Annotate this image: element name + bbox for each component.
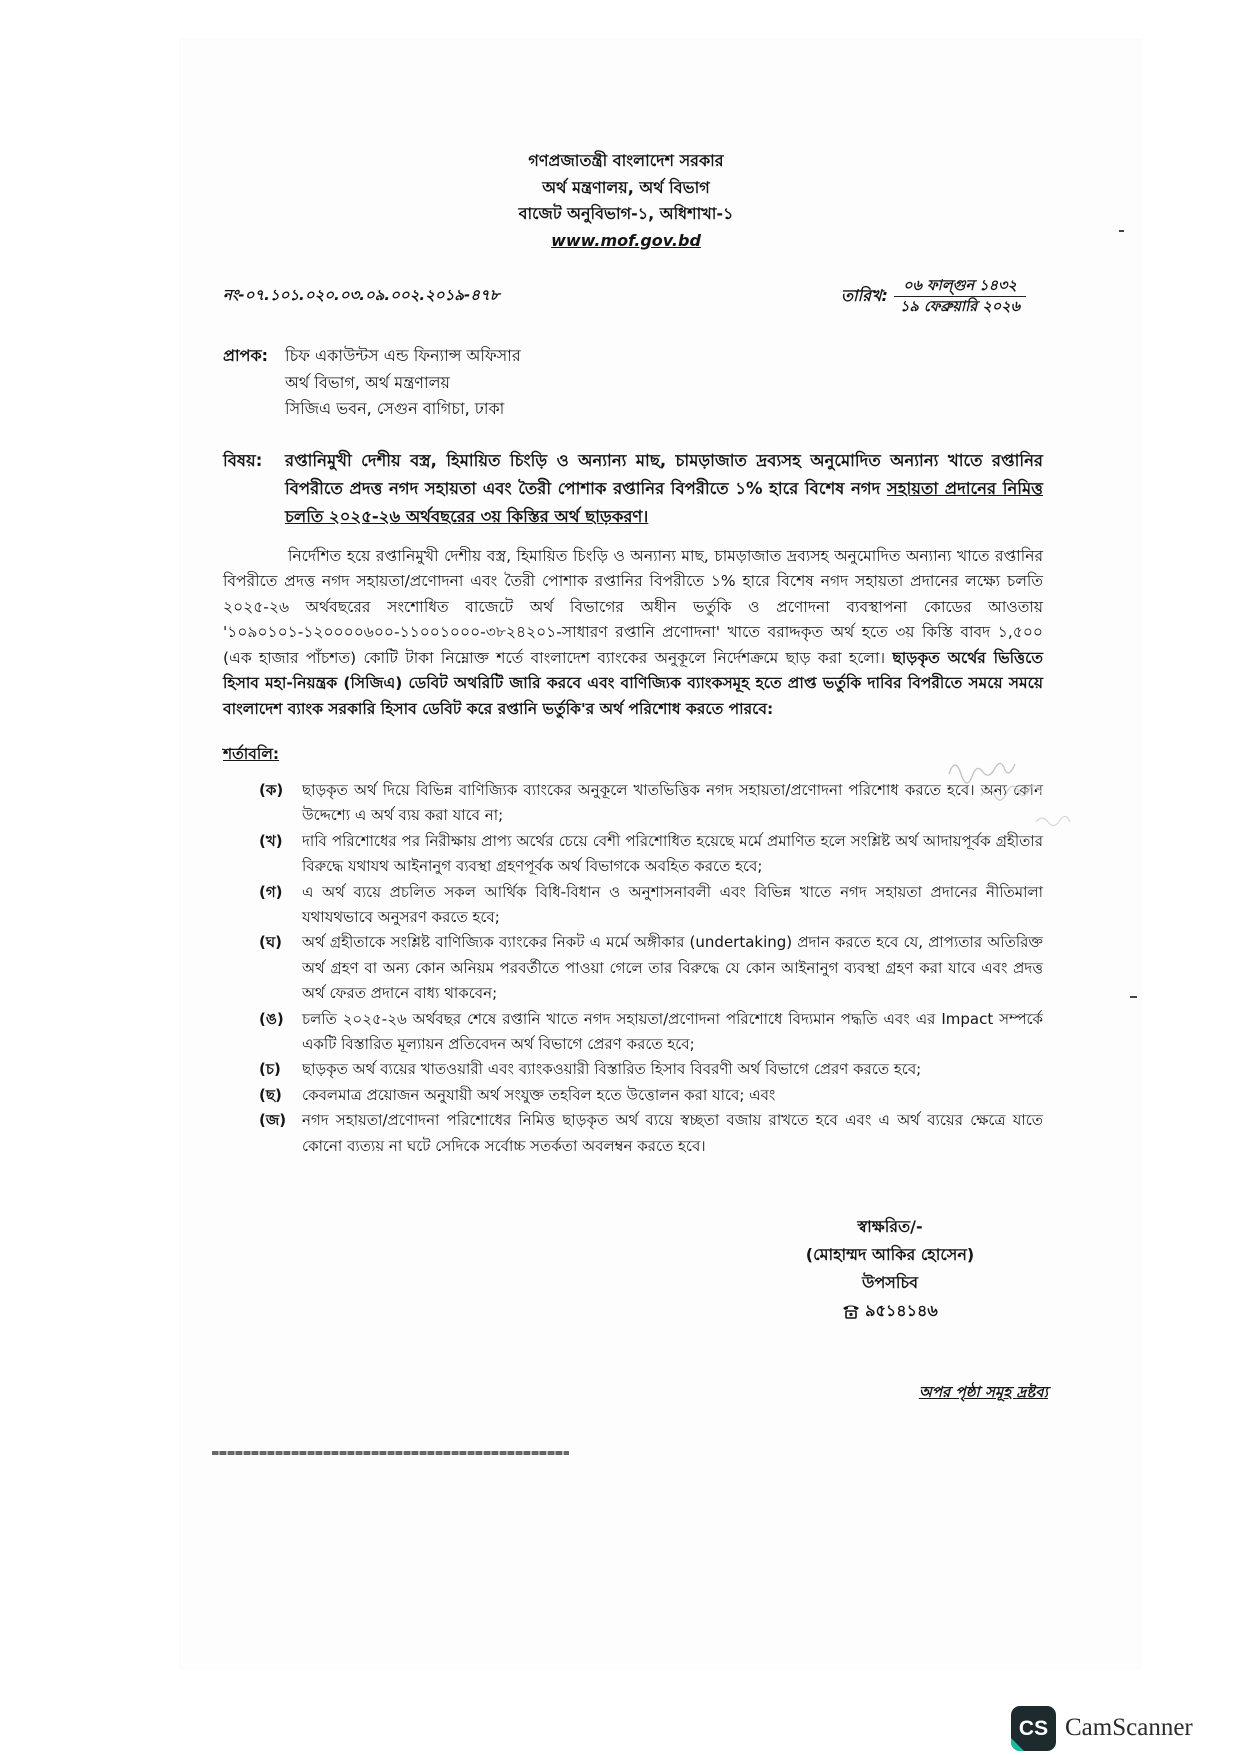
phone-icon	[842, 1303, 860, 1319]
condition-text: অর্থ গ্রহীতাকে সংশ্লিষ্ট বাণিজ্যিক ব্যাংকের নিকট এ মর্মে অঙ্গীকার (undertaking) প্রদান করতে হবে যে, প্রাপ্যতার অতিরিক্ত অর্থ গ্রহণ বা অন্য কোন অনিয়ম পরবর্তীতে পাওয়া গেলে তার বিরুদ্ধে যে কোন আইনানুগ ব্যবস্থা গ্রহণ করা যাবে এবং প্রদত্ত অর্থ ফেরত প্রদানে বাধ্য থাকবেন;	[302, 933, 1043, 1003]
condition-text: নগদ সহায়তা/প্রণোদনা পরিশোধের নিমিত্ত ছাড়কৃত অর্থ ব্যয়ে স্বচ্ছতা বজায় রাখতে হবে এবং এ অর্থ ব্যয়ের ক্ষেত্রে যাতে কোনো ব্যত্যয় না ঘটে সেদিকে সর্বোচ্চ সতর্কতা অবলম্বন করতে হবে।	[302, 1111, 1043, 1155]
camscanner-logo-text: CS	[1018, 1716, 1049, 1740]
condition-item	[223, 1108, 1043, 1159]
body-text-bold: ছাড়কৃত অর্থের ভিত্তিতে হিসাব মহা-নিয়ন্ত্রক (সিজিএ) ডেবিট অথরিটি জারি করবে এবং বাণিজ্যিক ব্যাংকসমূহ হতে প্রাপ্ত ভর্তুকি দাবির বিপরীতে সময়ে সময়ে বাংলাদেশ ব্যাংক সরকারি হিসাব ডেবিট করে রপ্তানি ভর্তুকি'র অর্থ পরিশোধ করতে পারবে:	[223, 648, 1043, 718]
conditions-heading: শর্তাবলি:	[223, 745, 280, 763]
signed-mark: স্বাক্ষরিত/-	[857, 1217, 923, 1237]
condition-marker: (চ)	[259, 1060, 281, 1079]
memo-document	[223, 148, 1048, 1455]
condition-item	[223, 1083, 1043, 1108]
condition-marker: (ক)	[259, 781, 284, 799]
date-block	[841, 276, 1026, 317]
condition-marker: (ঙ)	[259, 1009, 284, 1028]
condition-marker: (ঘ)	[259, 933, 282, 952]
condition-item	[223, 778, 1043, 829]
conditions-list	[223, 778, 1043, 1159]
condition-item	[223, 880, 1043, 931]
date-gregorian: ১৯ ফেব্রুয়ারি ২০২৬	[899, 298, 1020, 315]
condition-text: দাবি পরিশোধের পর নিরীক্ষায় প্রাপ্য অর্থের চেয়ে বেশী পরিশোধিত হয়েছে মর্মে প্রমাণিত হলে সংশ্লিষ্ট অর্থ আদায়পূর্বক গ্রহীতার বিরুদ্ধে যথাযথ আইনানুগ ব্যবস্থা গ্রহণপূর্বক অর্থ বিভাগকে অবহিত করতে হবে;	[302, 831, 1043, 876]
camscanner-brand: CamScanner	[1065, 1714, 1193, 1741]
recipient-designation: চিফ একাউন্টস এন্ড ফিন্যান্স অফিসার	[285, 346, 521, 365]
condition-marker: (খ)	[259, 831, 283, 850]
subject-text-underlined: সহায়তা প্রদানের নিমিত্ত চলতি ২০২৫-২৬ অর্থবছরের ৩য় কিস্তির অর্থ ছাড়করণ।	[285, 478, 1043, 526]
condition-marker: (জ)	[259, 1111, 287, 1130]
date-label: তারিখ:	[841, 285, 888, 305]
phone-number: ৯৫১৪১৪৬	[865, 1301, 938, 1321]
body-paragraph	[223, 544, 1043, 723]
condition-item	[223, 1057, 1043, 1082]
subject-label: বিষয়:	[223, 450, 263, 470]
recipient-location: সিজিএ ভবন, সেগুন বাগিচা, ঢাকা	[285, 399, 505, 418]
recipient-block	[223, 343, 1043, 423]
condition-item	[223, 829, 1043, 880]
signatory-designation: উপসচিব	[861, 1273, 918, 1293]
recipient-address	[285, 343, 521, 423]
condition-text: ছাড়কৃত অর্থ দিয়ে বিভিন্ন বাণিজ্যিক ব্যাংকের অনুকূলে খাতভিত্তিক নগদ সহায়তা/প্রণোদনা পরিশোধ করতে হবে। অন্য কোন উদ্দেশ্যে এ অর্থ ব্যয় করা যাবে না;	[302, 781, 1043, 825]
scan-mark	[1130, 996, 1137, 998]
condition-text: ছাড়কৃত অর্থ ব্যয়ের খাতওয়ারী এবং ব্যাংকওয়ারী বিস্তারিত হিসাব বিবরণী অর্থ বিভাগে প্রেরণ করতে হবে;	[302, 1060, 922, 1079]
subject-text	[285, 447, 1043, 531]
continuation-note-text: অপর পৃষ্ঠা সমূহ দ্রষ্টব্য	[918, 1383, 1048, 1402]
recipient-label: প্রাপক:	[223, 346, 269, 365]
camscanner-logo	[1011, 1706, 1056, 1751]
letterhead	[216, 148, 1036, 254]
wing-name: বাজেট অনুবিভাগ-১, অধিশাখা-১	[518, 204, 734, 223]
signatory-phone	[780, 1297, 1000, 1325]
government-name: গণপ্রজাতন্ত্রী বাংলাদেশ সরকার	[528, 151, 724, 170]
signature-block	[780, 1213, 1000, 1325]
condition-marker: (গ)	[259, 882, 283, 901]
signatory-name: (মোহাম্মদ আকির হোসেন)	[805, 1245, 975, 1265]
handwritten-annotation	[941, 744, 1106, 844]
subject-block	[223, 447, 1043, 531]
condition-marker: (ছ)	[259, 1085, 282, 1104]
condition-text: কেবলমাত্র প্রয়োজন অনুযায়ী অর্থ সংযুক্ত তহবিল হতে উত্তোলন করা যাবে; এবং	[302, 1085, 776, 1104]
subject-text-main: রপ্তানিমুখী দেশীয় বস্ত্র, হিমায়িত চিংড়ি ও অন্যান্য মাছ, চামড়াজাত দ্রব্যসহ অনুমোদিত অন্যান্য খাতে রপ্তানির বিপরীতে প্রদত্ত নগদ সহায়তা এবং তৈরী পোশাক রপ্তানির বিপরীতে ১% হারে বিশেষ নগদ	[285, 450, 1043, 498]
body-text: নির্দেশিত হয়ে রপ্তানিমুখী দেশীয় বস্ত্র, হিমায়িত চিংড়ি ও অন্যান্য মাছ, চামড়াজাত দ্রব্যসহ অনুমোদিত অন্যান্য খাতে রপ্তানির বিপরীতে প্রদত্ত নগদ সহায়তা/প্রণোদনা এবং তৈরী পোশাক রপ্তানির বিপরীতে ১% হারে বিশেষ নগদ সহায়তা প্রদানের লক্ষ্যে চলতি ২০২৫-২৬ অর্থবছরের সংশোধিত বাজেটে অর্থ বিভাগের অধীন ভর্তুকি ও প্রণোদনা ব্যবস্থাপনা কোডের আওতায় '১০৯০১০১-১২০০০০৬০০-১১০০১০০০-৩৮২৪২০১-সাধারণ রপ্তানি প্রণোদনা' খাতে বরাদ্দকৃত অর্থ হতে ৩য় কিস্তি বাবদ ১,৫০০ (এক হাজার পাঁচশত) কোটি টাকা নিম্নোক্ত শর্তে বাংলাদেশ ব্যাংকের অনুকূলে নির্দেশক্রমে ছাড় করা হলো।	[223, 546, 1043, 667]
reference-number: নং-০৭.১০১.০২০.০৩.০৯.০০২.২০১৯-৪৭৮	[223, 285, 500, 304]
reference-date-row	[223, 275, 1043, 317]
scan-mark	[1119, 230, 1124, 232]
date-bangla: ০৬ ফাল্গুন ১৪৩২	[894, 276, 1026, 297]
condition-text: এ অর্থ ব্যয়ে প্রচলিত সকল আর্থিক বিধি-বিধান ও অনুশাসনাবলী এবং বিভিন্ন খাতে নগদ সহায়তা প্রদানের নীতিমালা যথাযথভাবে অনুসরণ করতে হবে;	[302, 882, 1043, 927]
ministry-name: অর্থ মন্ত্রণালয়, অর্থ বিভাগ	[542, 177, 710, 197]
condition-item	[223, 930, 1043, 1006]
continuation-note	[223, 1380, 1048, 1404]
footer-file-path	[212, 1451, 569, 1455]
date-stack	[894, 276, 1026, 317]
condition-text: চলতি ২০২৫-২৬ অর্থবছর শেষে রপ্তানি খাতে নগদ সহায়তা/প্রণোদনা পরিশোধে বিদ্যমান পদ্ধতি এবং এর Impact সম্পর্কে একটি বিস্তারিত মূল্যায়ন প্রতিবেদন অর্থ বিভাগে প্রেরণ করতে হবে;	[302, 1009, 1043, 1054]
condition-item	[223, 1007, 1043, 1058]
recipient-office: অর্থ বিভাগ, অর্থ মন্ত্রণালয়	[285, 372, 450, 392]
website-url: www.mof.gov.bd	[551, 230, 701, 250]
